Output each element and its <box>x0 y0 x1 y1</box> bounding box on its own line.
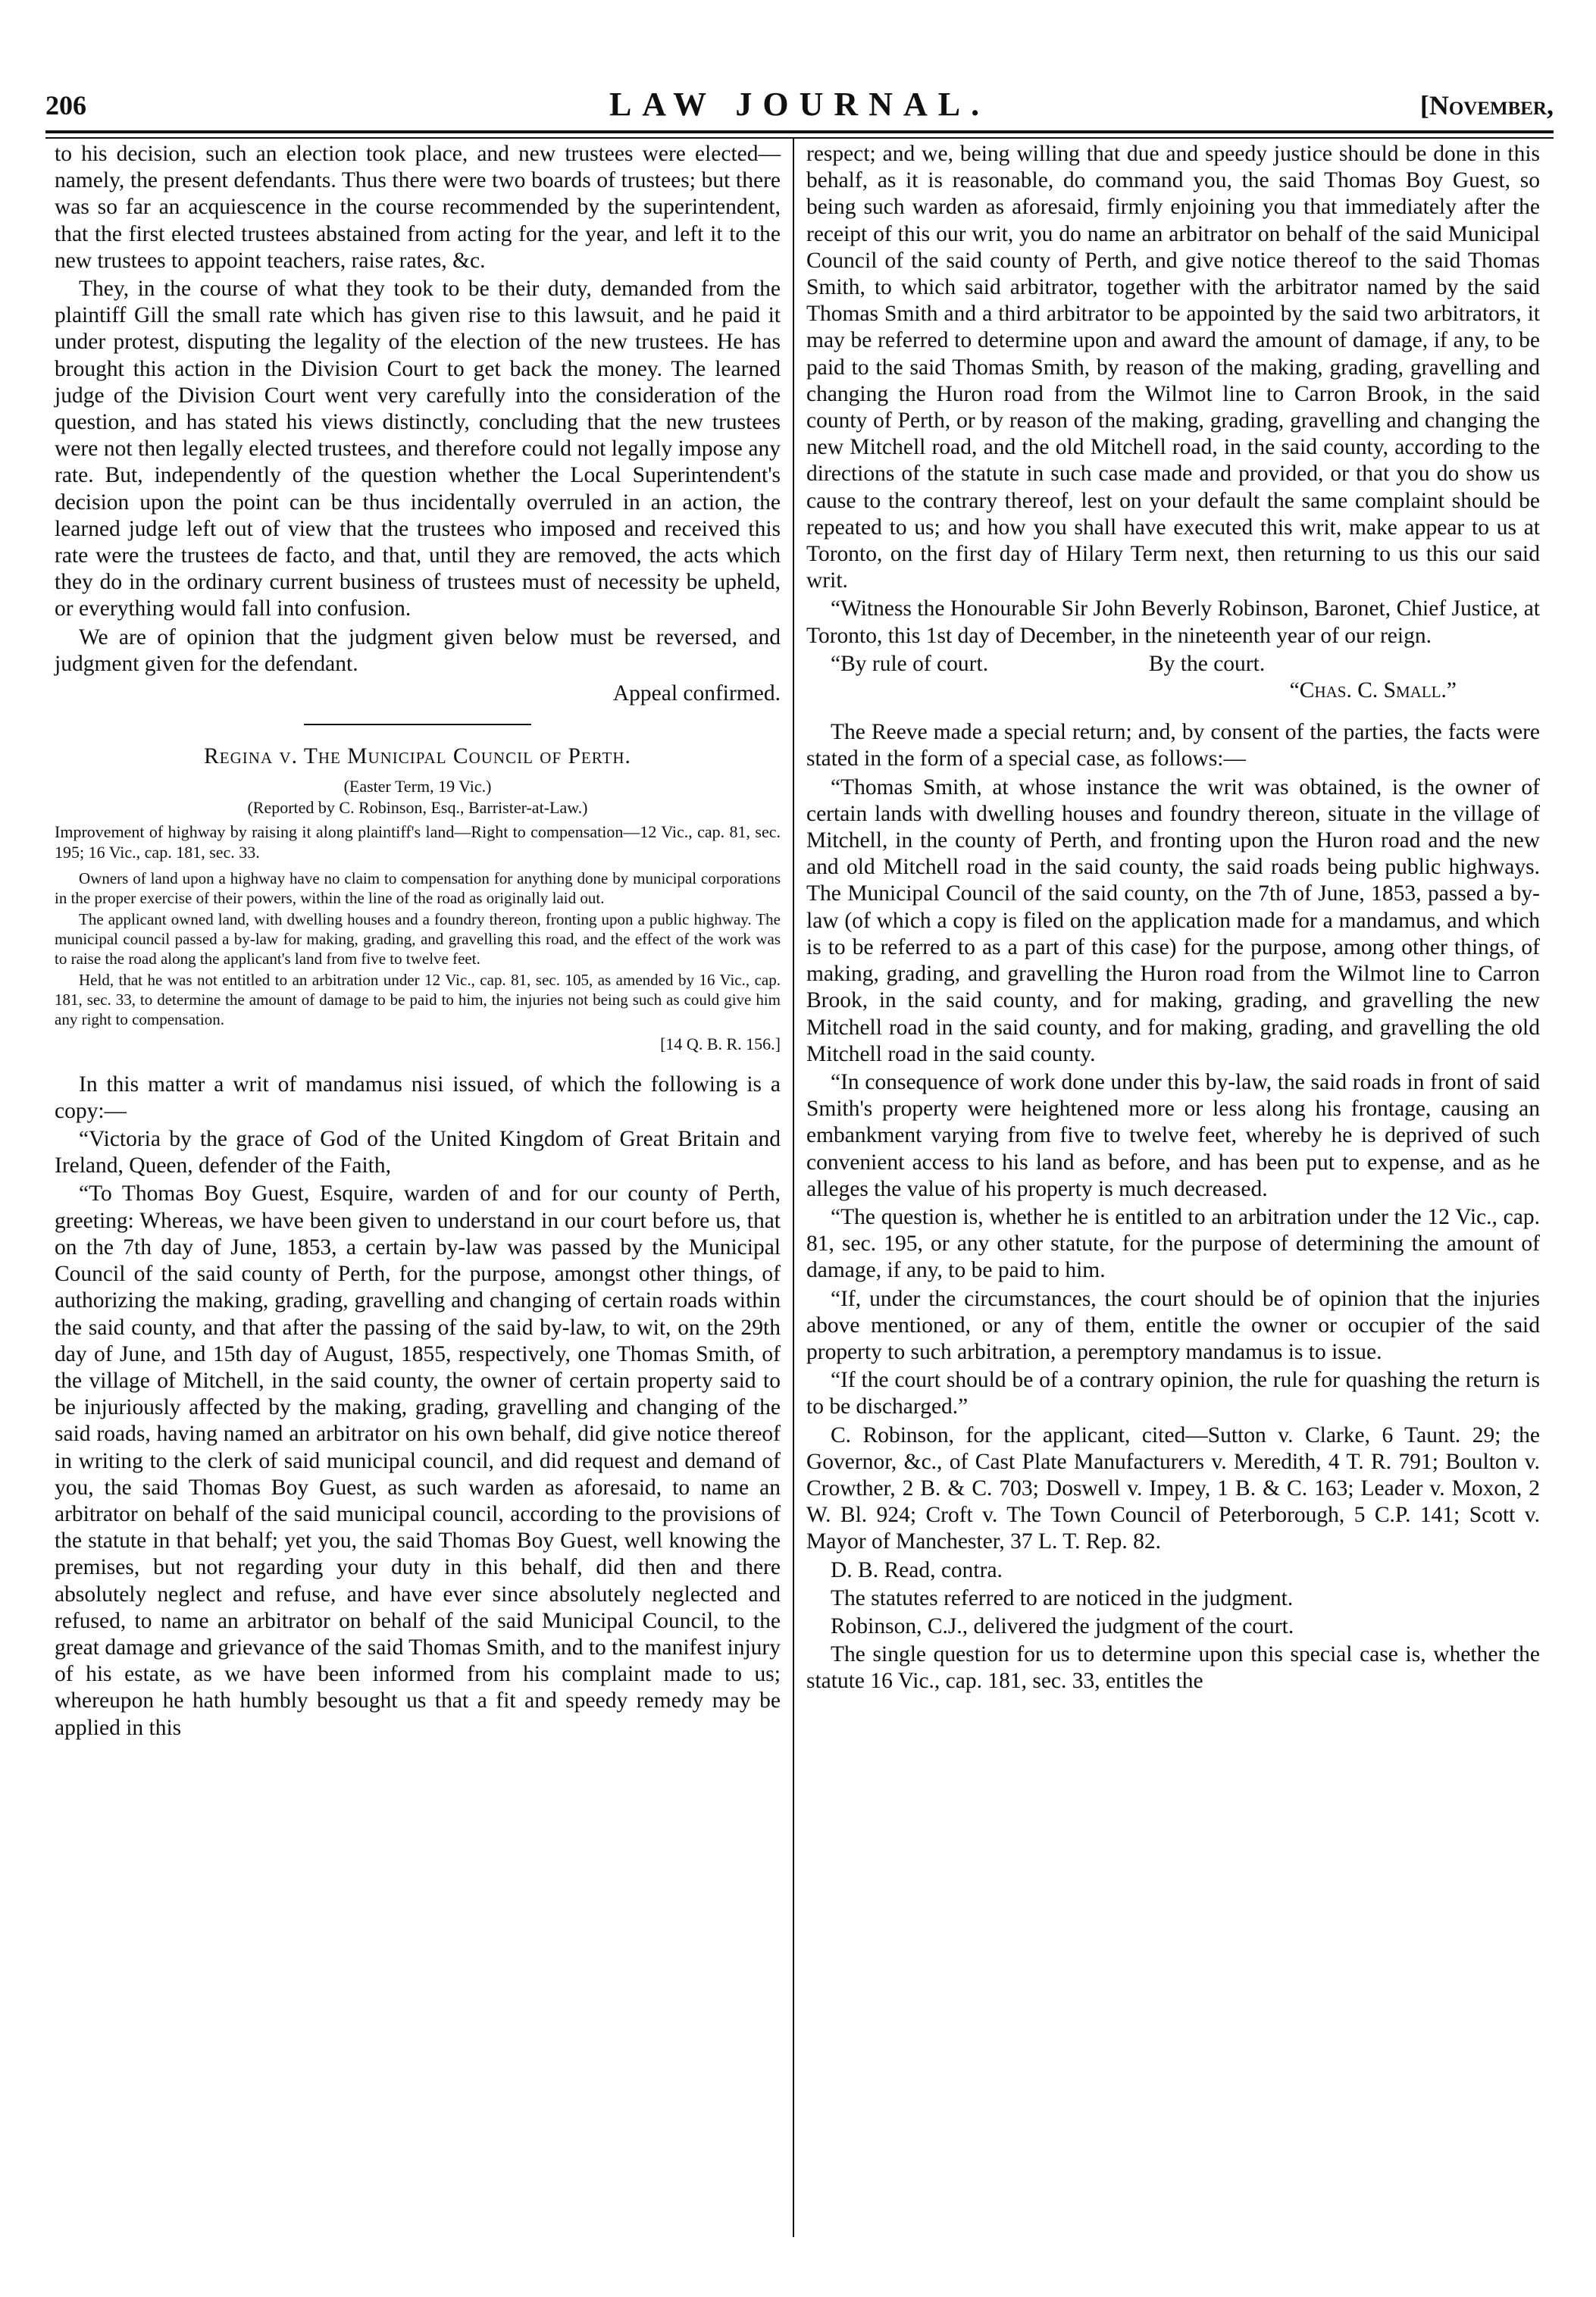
column-divider <box>793 138 794 2237</box>
by-court-text: By the court. <box>1149 651 1266 676</box>
case-title: Regina v. The Municipal Council of Perth. <box>204 744 631 769</box>
rule-line <box>806 651 1540 678</box>
paragraph: to his decision, such an election took place, and new trustees were elected—namely, the present defendants. Thus there were two boards of trustees; but there was so far an acquiescence in the course recommended by the superintendent, that the first elected trustees abstained from acting for the year, and left it to the new trustees to appoint teachers, raise rates, &c. <box>55 142 781 273</box>
paragraph: “To Thomas Boy Guest, Esquire, warden of and for our county of Perth, greeting: Whereas, we have been given to understand in our court before us, that on the 7th day of June, 1853, a certain by-law was passed by the Municipal Council of the said county of Perth, for the purpose, amongst other things, of authorizing the making, grading, gravelling and changing of certain roads within the said county, and that after the passing of the said by-law, to wit, on the 29th day of June, and 15th day of August, 1855, respectively, one Thomas Smith, of the village of Mitchell, in the said county, the owner of certain property said to be injuriously affected by the making, grading, gravelling and changing of the said roads, having named an arbitrator on his own behalf, did give notice thereof in writing to the clerk of said municipal council, and did request and demand of you, the said Thomas Boy Guest, as such warden as aforesaid, to name an arbitrator on behalf of the said municipal council, according to the provisions of the statute in that behalf; yet you, the said Thomas Boy Guest, well knowing the premises, but not regarding your duty in this behalf, did then and there absolutely neglect and refuse, and have ever since absolutely neglected and refused, to name an arbitrator on behalf of the said Municipal Council, to the great damage and grievance of the said Thomas Smith, and to the manifest injury of his estate, as we have been informed from his complaint made to us; whereupon he hath humbly besought us that a fit and speedy remedy may be applied in this <box>55 1181 781 1740</box>
header-rule <box>45 130 1554 139</box>
paragraph: The statutes referred to are noticed in the judgment. <box>831 1585 1294 1610</box>
signature: “Chas. C. Small.” <box>1289 678 1457 703</box>
paragraph: The single question for us to determine upon this special case is, whether the statute 16 Vic., cap. 181, sec. 33, entitles the <box>806 1642 1540 1694</box>
paragraph: respect; and we, being willing that due and speedy justice should be done in this behalf, as it is reasonable, do command you, the said Thomas Boy Guest, so being such warden as aforesaid, firmly enjoining you that immediately after the receipt of this our writ, you do name an arbitrator on behalf of the said Municipal Council of the said county of Perth, and give notice thereof to the said Thomas Smith, to which said arbitrator, together with the arbitrator named by the said Thomas Smith and a third arbitrator to be appointed by the said two arbitrators, it may be referred to determine upon and award the amount of damage, if any, to be paid to the said Thomas Smith, by reason of the making, grading, gravelling and changing the Huron road from the Wilmot line to Carron Brook, in the said county of Perth, or by reason of the making, grading, gravelling and changing the new Mitchell road, and the old Mitchell road, in the said county, according to the directions of the statute in such case made and provided, or that you do show us cause to the contrary thereof, lest on your default the same complaint should be repeated to us; and how you shall have executed this writ, make appear to us at Toronto, on the first day of Hilary Term next, then returning to us this our said writ. <box>806 142 1540 593</box>
paragraph: C. Robinson, for the applicant, cited—Sutton v. Clarke, 6 Taunt. 29; the Governor, &c., of Cast Plate Manufacturers v. Meredith, 4 T. R. 791; Boulton v. Crowther, 2 B. & C. 703; Doswell v. Impey, 1 B. & C. 163; Leader v. Moxon, 2 W. Bl. 924; Croft v. The Town Council of Peterborough, 5 C.P. 141; Scott v. Mayor of Manchester, 37 L. T. Rep. 82. <box>806 1422 1540 1554</box>
paragraph: “If the court should be of a contrary opinion, the rule for quashing the return is to be discharged.” <box>806 1368 1540 1419</box>
appeal-result: Appeal confirmed. <box>612 681 781 706</box>
paragraph: “If, under the circumstances, the court should be of opinion that the injuries above mentioned, or any of them, entitle the owner or occupier of the said property to such arbitration, a peremptory mandamus is to issue. <box>806 1286 1540 1364</box>
issue-month: [November, <box>1419 90 1554 120</box>
paragraph: They, in the course of what they took to be their duty, demanded from the plaintiff Gill the small rate which has given rise to this lawsuit, and he paid it under protest, disputing the legality of the election of the new trustees. He has brought this action in the Division Court to get back the money. The learned judge of the Division Court went very carefully into the consideration of the question, and has stated his views distinctly, concluding that the new trustees were not then legally elected trustees, and therefore could not legally impose any rate. But, independently of the question whether the Local Superintendent's decision upon the point can be thus incidentally overruled in an action, the learned judge left out of view that the trustees who imposed and received this rate were the trustees de facto, and that, until they are removed, the acts which they do in the ordinary current business of trustees must of necessity be upheld, or everything would fall into confusion. <box>55 277 781 621</box>
paragraph: We are of opinion that the judgment given below must be reversed, and judgment given for the defendant. <box>55 624 781 676</box>
right-column <box>806 141 1540 1697</box>
paragraph: The Reeve made a special return; and, by consent of the parties, the facts were stated in the form of a special case, as follows:— <box>806 720 1540 771</box>
case-note: The applicant owned land, with dwelling houses and a foundry thereon, fronting upon a public highway. The municipal council passed a by-law for making, grading, and gravelling this road, and the effect of the work was to raise the road along the applicant's land from five to twelve feet. <box>55 910 781 969</box>
page-number: 206 <box>45 90 86 120</box>
paragraph: Robinson, C.J., delivered the judgment of the court. <box>831 1613 1294 1638</box>
case-separator <box>304 724 531 725</box>
case-reporter: (Reported by C. Robinson, Esq., Barrister-at-Law.) <box>247 798 588 818</box>
paragraph: “In consequence of work done under this by-law, the said roads in front of said Smith's property were heightened more or less along his frontage, causing an embankment varying from five to twelve feet, whereby he is deprived of such convenient access to his land as before, and has been put to expense, and as he alleges the value of his property is much decreased. <box>806 1069 1540 1201</box>
witness-paragraph: “Witness the Honourable Sir John Beverly Robinson, Baronet, Chief Justice, at Toronto, this 1st day of December, in the nineteenth year of our reign. <box>806 596 1540 648</box>
paragraph: D. B. Read, contra. <box>831 1557 1003 1582</box>
paragraph: “The question is, whether he is entitled to an arbitration under the 12 Vic., cap. 81, sec. 195, or any other statute, for the purpose of determining the amount of damage, if any, to be paid to him. <box>806 1204 1540 1283</box>
paragraph: “Thomas Smith, at whose instance the writ was obtained, is the owner of certain lands with dwelling houses and foundry thereon, situate in the village of Mitchell, in the county of Perth, and fronting upon the Huron road and the new and old Mitchell road in the said county, the said roads being public highways. The Municipal Council of the said county, on the 7th of June, 1853, passed a by-law (of which a copy is filed on the application made for a mandamus, and which is to be referred to as a part of this case) for the purpose, among other things, of making, grading, and gravelling the Huron road from the Wilmot line to Carron Brook, in the said county, and for making, grading, and gravelling the new Mitchell road in the said county, and for making, grading, and gravelling the old Mitchell road in the said county. <box>806 775 1540 1066</box>
paragraph: In this matter a writ of mandamus nisi issued, of which the following is a copy:— <box>55 1072 781 1123</box>
by-rule-text: “By rule of court. <box>831 651 989 676</box>
paragraph: “Victoria by the grace of God of the United Kingdom of Great Britain and Ireland, Queen, defender of the Faith, <box>55 1127 781 1178</box>
case-citation: [14 Q. B. R. 156.] <box>660 1034 781 1054</box>
journal-title: LAW JOURNAL. <box>609 86 990 123</box>
case-note: Owners of land upon a highway have no claim to compensation for anything done by municipal corporations in the proper exercise of their powers, within the line of the road as originally laid out. <box>55 869 781 908</box>
case-headnote: Improvement of highway by raising it along plaintiff's land—Right to compensation—12 Vic., cap. 81, sec. 195; 16 Vic., cap. 181, sec. 33. <box>55 822 781 862</box>
case-term: (Easter Term, 19 Vic.) <box>343 777 492 796</box>
page-header <box>45 85 1554 130</box>
left-column <box>55 141 781 1743</box>
case-note: Held, that he was not entitled to an arbitration under 12 Vic., cap. 81, sec. 105, as amended by 16 Vic., cap. 181, sec. 33, to determine the amount of damage to be paid to him, the injuries not being such as could give him any right to compensation. <box>55 971 781 1029</box>
